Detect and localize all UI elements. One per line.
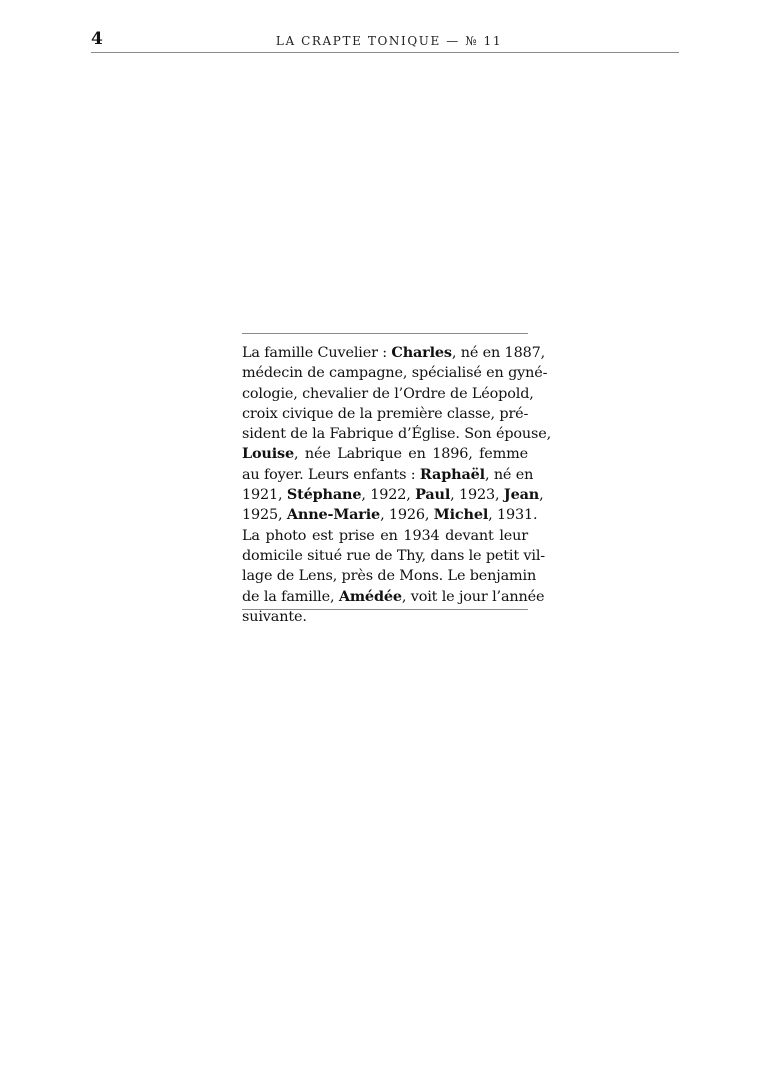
caption-text: , 1926, [380,507,434,524]
caption-line [242,444,528,464]
caption-text: , 1923, [450,487,504,504]
caption-line [242,384,534,404]
caption-text: 1921, [242,487,287,504]
caption-line [242,566,537,586]
caption-text: sident de la Fabrique d’Église. Son épouse, [242,426,552,443]
caption-line [242,404,528,424]
caption-name: Stéphane [286,486,362,504]
caption-top-rule [242,333,528,334]
caption-text: , né en [484,466,534,483]
photo-caption [242,343,552,627]
caption-bottom-rule [242,609,528,610]
page-number: 4 [91,29,103,49]
caption-line [242,465,534,485]
caption-line [242,343,546,363]
header-rule [91,52,679,53]
caption-name: Anne-Marie [286,506,381,524]
caption-line [242,587,545,607]
caption-text: La photo est prise en 1934 devant leur [242,527,528,544]
caption-line [242,546,546,566]
caption-line [242,505,538,525]
caption-text: cologie, chevalier de l’Ordre de Léopold, [242,385,534,402]
caption-text: de la famille, [242,588,339,605]
caption-text: 1925, [242,507,287,524]
caption-name: Louise [242,445,295,463]
caption-text: domicile situé rue de Thy, dans le petit vil- [242,547,546,564]
caption-text: croix civique de la première classe, pré- [242,405,529,422]
caption-text: au foyer. Leurs enfants : [242,466,420,483]
caption-line [242,424,552,444]
caption-line [242,485,544,505]
running-head: LA CRAPTE TONIQUE — № 11 [275,34,503,48]
caption-name: Amédée [338,587,402,605]
caption-name: Charles [391,344,452,361]
caption-text: médecin de campagne, spécialisé en gyné- [242,365,548,382]
caption-text: , 1922, [361,487,416,504]
caption-text: , [539,487,544,504]
caption-name: Jean [503,486,540,504]
caption-line [242,526,528,546]
caption-text: , née Labrique en 1896, femme [294,446,528,463]
caption-name: Michel [433,506,489,524]
caption-text: suivante. [242,608,307,625]
caption-name: Raphaël [419,465,485,483]
caption-line [242,363,548,383]
caption-text: La famille Cuvelier : [242,345,392,361]
caption-text: lage de Lens, près de Mons. Le benjamin [242,568,537,585]
caption-text: , 1931. [488,507,538,524]
caption-text: , né en 1887, [451,345,546,361]
caption-text: , voit le jour l’année [401,588,545,605]
caption-name: Paul [415,486,451,504]
